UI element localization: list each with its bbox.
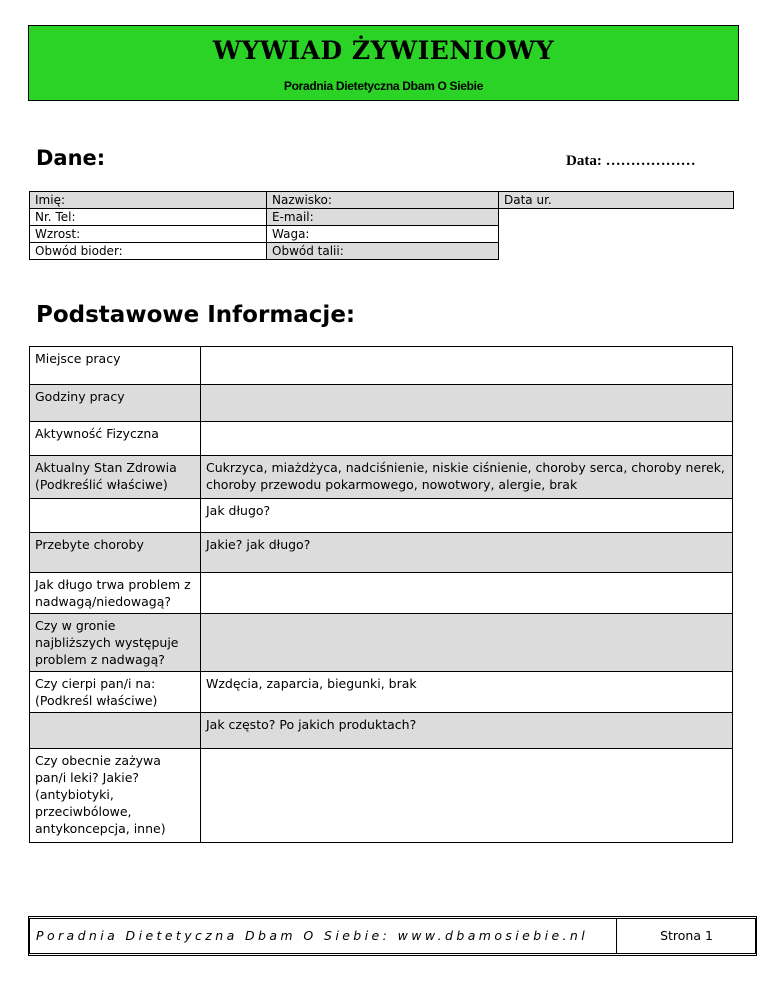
input-workplace[interactable] — [201, 347, 733, 385]
input-weight-problem-duration[interactable] — [201, 573, 733, 614]
label-health-status: Aktualny Stan Zdrowia (Podkreślić właściwe) — [30, 456, 201, 499]
label-past-illnesses: Przebyte choroby — [30, 533, 201, 573]
label-empty — [30, 713, 201, 749]
label-weight-problem-duration: Jak długo trwa problem z nadwagą/niedowagą? — [30, 573, 201, 614]
option-digestive-issues[interactable]: Wzdęcia, zaparcia, biegunki, brak — [201, 672, 733, 713]
field-first-name[interactable]: Imię: — [30, 192, 267, 209]
clinic-name: Poradnia Dietetyczna Dbam O Siebie — [283, 79, 484, 93]
field-height[interactable]: Wzrost: — [30, 226, 267, 243]
input-physical-activity[interactable] — [201, 422, 733, 456]
document-title: WYWIAD ŻYWIENIOWY — [212, 36, 555, 65]
label-family-overweight: Czy w gronie najbliższych występuje problem z nadwagą? — [30, 614, 201, 672]
field-weight[interactable]: Waga: — [267, 226, 499, 243]
input-past-illnesses[interactable]: Jakie? jak długo? — [201, 533, 733, 573]
personal-data-table — [29, 191, 734, 260]
input-family-overweight[interactable] — [201, 614, 733, 672]
page-number: Strona 1 — [660, 928, 713, 943]
input-digestive-frequency[interactable]: Jak często? Po jakich produktach? — [201, 713, 733, 749]
field-birth-date[interactable]: Data ur. — [499, 192, 734, 209]
section-title-dane: Dane: — [36, 146, 106, 170]
input-medications[interactable] — [201, 749, 733, 843]
header-banner — [28, 25, 739, 101]
date-label: Data: ……………… — [566, 153, 696, 169]
label-workplace: Miejsce pracy — [30, 347, 201, 385]
label-medications: Czy obecnie zażywa pan/i leki? Jakie? (antybiotyki, przeciwbólowe, antykoncepcja, inne) — [30, 749, 201, 843]
label-physical-activity: Aktywność Fizyczna — [30, 422, 201, 456]
section-title-info: Podstawowe Informacje: — [36, 302, 356, 328]
footer-text: Poradnia Dietetyczna Dbam O Siebie: www.dbamosiebie.nl — [36, 928, 589, 943]
input-work-hours[interactable] — [201, 385, 733, 422]
label-work-hours: Godziny pracy — [30, 385, 201, 422]
basic-info-table — [29, 346, 733, 843]
field-waist[interactable]: Obwód talii: — [267, 243, 499, 260]
input-health-duration[interactable]: Jak długo? — [201, 499, 733, 533]
label-empty — [30, 499, 201, 533]
field-hip[interactable]: Obwód bioder: — [30, 243, 267, 260]
option-health-status[interactable]: Cukrzyca, miażdżyca, nadciśnienie, niskie ciśnienie, choroby serca, choroby nerek, choroby przewodu pokarmowego, nowotwory, alergie, brak — [201, 456, 733, 499]
field-phone[interactable]: Nr. Tel: — [30, 209, 267, 226]
field-last-name[interactable]: Nazwisko: — [267, 192, 499, 209]
field-email[interactable]: E-mail: — [267, 209, 499, 226]
label-digestive-issues: Czy cierpi pan/i na: (Podkreśl właściwe) — [30, 672, 201, 713]
